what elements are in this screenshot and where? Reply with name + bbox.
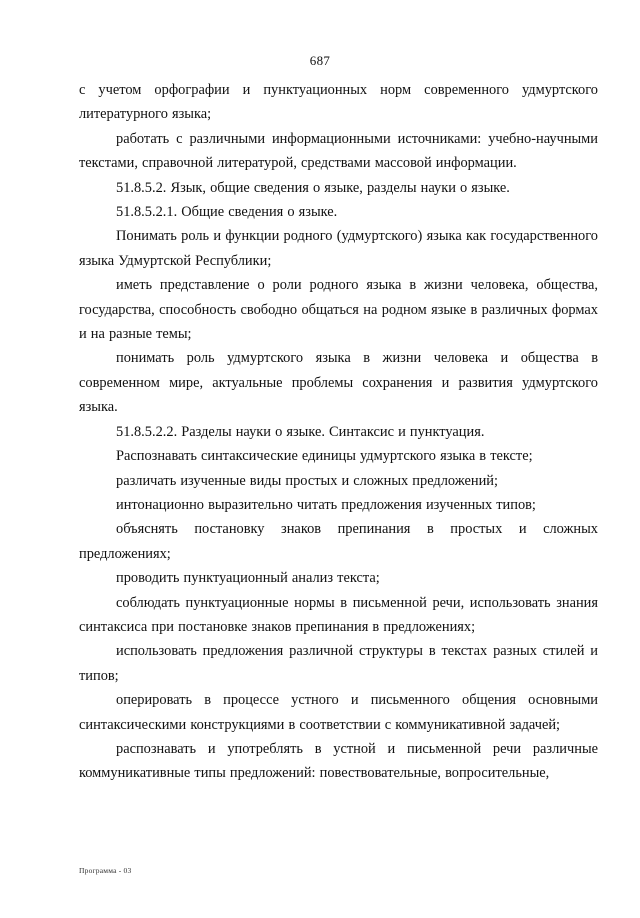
subsection-heading: 51.8.5.2.2. Разделы науки о языке. Синтаксис и пунктуация. bbox=[116, 423, 485, 440]
paragraph: понимать роль удмуртского языка в жизни человека и общества в современном мире, актуальные проблемы сохранения и развития удмуртского языка. bbox=[79, 350, 598, 416]
paragraph: соблюдать пунктуационные нормы в письменной речи, использовать знания синтаксиса при постановке знаков препинания в предложениях; bbox=[79, 594, 598, 635]
paragraph: распознавать и употреблять в устной и письменной речи различные коммуникативные типы предложений: повествовательные, вопросительные, bbox=[79, 740, 598, 782]
page-number: 687 bbox=[309, 53, 331, 68]
paragraph: различать изученные виды простых и сложных предложений; bbox=[116, 472, 498, 489]
paragraph-continuation: с учетом орфографии и пунктуационных норм современного удмуртского литературного языка; bbox=[79, 82, 598, 123]
paragraph: иметь представление о роли родного языка в жизни человека, общества, государства, способность свободно общаться на родном языке в различных формах и на разные темы; bbox=[79, 277, 598, 343]
body-text bbox=[79, 78, 598, 786]
section-heading: 51.8.5.2. Язык, общие сведения о языке, разделы науки о языке. bbox=[116, 179, 510, 196]
paragraph: оперировать в процессе устного и письменного общения основными синтаксическими конструкциями в соответствии с коммуникативной задачей; bbox=[79, 692, 598, 733]
paragraph: объяснять постановку знаков препинания в простых и сложных предложениях; bbox=[79, 521, 598, 562]
paragraph: Распознавать синтаксические единицы удмуртского языка в тексте; bbox=[116, 448, 533, 465]
paragraph: работать с различными информационными источниками: учебно-научными текстами, справочной литературой, средствами массовой информации. bbox=[79, 130, 598, 172]
paragraph: использовать предложения различной структуры в текстах разных стилей и типов; bbox=[79, 643, 598, 684]
paragraph: проводить пунктуационный анализ текста; bbox=[116, 570, 380, 587]
paragraph: интонационно выразительно читать предложения изученных типов; bbox=[116, 496, 536, 513]
subsection-heading: 51.8.5.2.1. Общие сведения о языке. bbox=[116, 204, 338, 221]
footer-note: Программа - 03 bbox=[79, 866, 132, 875]
paragraph: Понимать роль и функции родного (удмуртского) языка как государственного языка Удмуртской Республики; bbox=[79, 228, 598, 269]
